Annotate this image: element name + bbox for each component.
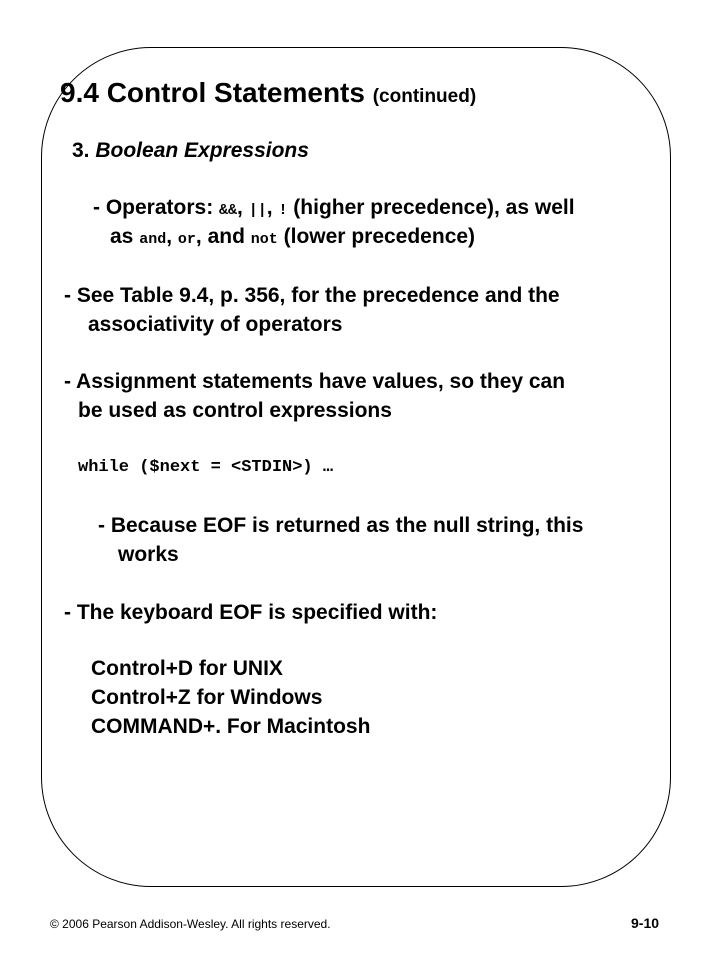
section-number: 3. bbox=[72, 139, 90, 162]
section-heading-text: Boolean Expressions bbox=[95, 139, 309, 162]
slide-title bbox=[60, 77, 476, 109]
operator-separator: , bbox=[266, 196, 273, 219]
assignment-line-2: be used as control expressions bbox=[78, 399, 392, 422]
operator-separator: , and bbox=[195, 225, 245, 248]
table-reference-line-2: associativity of operators bbox=[88, 313, 343, 336]
code-example: while ($next = <STDIN>) … bbox=[78, 458, 334, 477]
slide-number: 9-10 bbox=[631, 915, 660, 931]
eof-line-1: - Because EOF is returned as the null string, this bbox=[98, 514, 584, 537]
title-suffix: (continued) bbox=[372, 86, 477, 107]
table-reference-line-1: - See Table 9.4, p. 356, for the precedence and the bbox=[64, 284, 560, 307]
mac-eof-line: COMMAND+. For Macintosh bbox=[91, 715, 371, 738]
operator-or-symbol: || bbox=[248, 202, 267, 219]
operator-separator: , bbox=[237, 196, 243, 219]
operators-suffix-2: (lower precedence) bbox=[283, 225, 476, 248]
operators-suffix: (higher precedence), as well bbox=[293, 196, 575, 219]
operators-line-2 bbox=[110, 225, 475, 249]
operators-prefix-2: as bbox=[110, 225, 134, 248]
unix-eof-line: Control+D for UNIX bbox=[91, 657, 283, 680]
operators-line-1 bbox=[93, 196, 575, 220]
section-heading bbox=[72, 139, 309, 163]
operator-or-word: or bbox=[177, 231, 196, 248]
operator-and-symbol: && bbox=[219, 202, 238, 219]
windows-eof-line: Control+Z for Windows bbox=[91, 686, 323, 709]
operators-prefix: - Operators: bbox=[93, 196, 214, 219]
eof-line-2: works bbox=[118, 543, 179, 566]
keyboard-eof-line: - The keyboard EOF is specified with: bbox=[64, 601, 438, 624]
title-main: 9.4 Control Statements bbox=[60, 77, 365, 108]
copyright-notice: © 2006 Pearson Addison-Wesley. All rights reserved. bbox=[50, 917, 331, 931]
operator-not-symbol: ! bbox=[278, 202, 288, 219]
assignment-line-1: - Assignment statements have values, so they can bbox=[64, 370, 566, 393]
operator-separator: , bbox=[166, 225, 173, 248]
operator-not-word: not bbox=[250, 231, 278, 248]
operator-and-word: and bbox=[139, 231, 167, 248]
